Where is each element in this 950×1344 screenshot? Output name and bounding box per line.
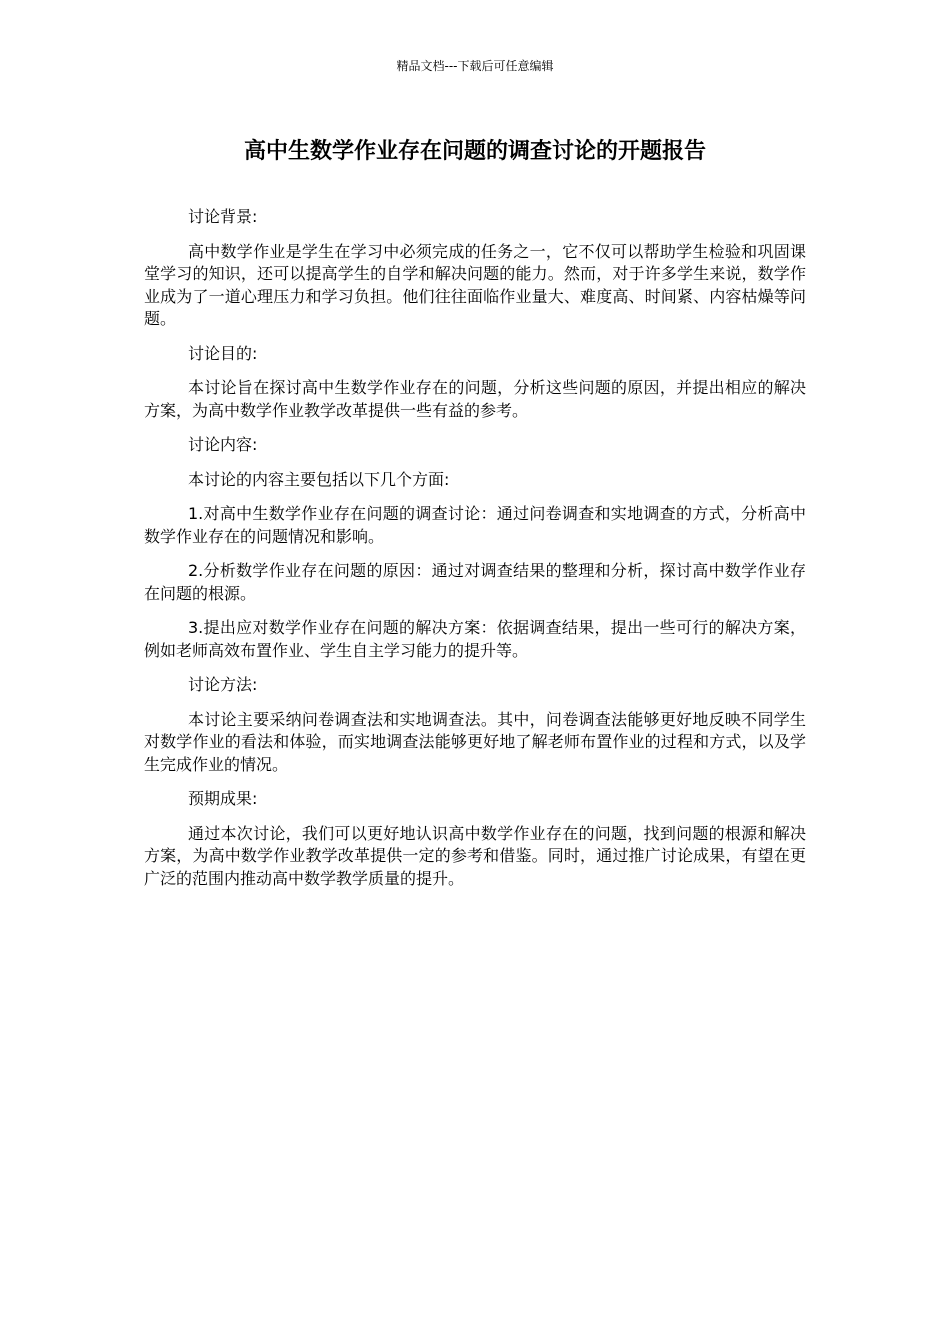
paragraph-outcome: 通过本次讨论，我们可以更好地认识高中数学作业存在的问题，找到问题的根源和解决方案，为高中数学作业教学改革提供一定的参考和借鉴。同时，通过推广讨论成果，有望在更广泛的范围内推动高中数学教学质量的提升。 <box>144 823 806 888</box>
paragraph-background: 高中数学作业是学生在学习中必须完成的任务之一，它不仅可以帮助学生检验和巩固课堂学习的知识，还可以提高学生的自学和解决问题的能力。然而，对于许多学生来说，数学作业成为了一道心理压力和学习负担。他们往往面临作业量大、难度高、时间紧、内容枯燥等问题。 <box>144 241 806 328</box>
paragraph-method: 本讨论主要采纳问卷调查法和实地调查法。其中，问卷调查法能够更好地反映不同学生对数学作业的看法和体验，而实地调查法能够更好地了解老师布置作业的过程和方式，以及学生完成作业的情况。 <box>144 709 806 774</box>
section-heading-purpose: 讨论目的: <box>188 343 258 363</box>
header-note: 精品文档---下载后可任意编辑 <box>396 59 554 73</box>
section-heading-background: 讨论背景: <box>188 207 258 226</box>
list-item: 1.对高中生数学作业存在问题的调查讨论：通过问卷调查和实地调查的方式，分析高中数学作业存在的问题情况和影响。 <box>144 504 806 546</box>
document-body <box>144 206 806 902</box>
section-heading-content: 讨论内容: <box>188 435 258 454</box>
paragraph-content-intro: 本讨论的内容主要包括以下几个方面: <box>188 469 450 489</box>
list-item: 3.提出应对数学作业存在问题的解决方案：依据调查结果，提出一些可行的解决方案，例如老师高效布置作业、学生自主学习能力的提升等。 <box>144 618 806 660</box>
section-heading-method: 讨论方法: <box>188 675 258 694</box>
section-heading-outcome: 预期成果: <box>188 789 258 808</box>
paragraph-purpose: 本讨论旨在探讨高中生数学作业存在的问题，分析这些问题的原因，并提出相应的解决方案，为高中数学作业教学改革提供一些有益的参考。 <box>144 378 806 420</box>
list-item: 2.分析数学作业存在问题的原因：通过对调查结果的整理和分析，探讨高中数学作业存在问题的根源。 <box>144 561 806 603</box>
document-title: 高中生数学作业存在问题的调查讨论的开题报告 <box>243 139 706 164</box>
